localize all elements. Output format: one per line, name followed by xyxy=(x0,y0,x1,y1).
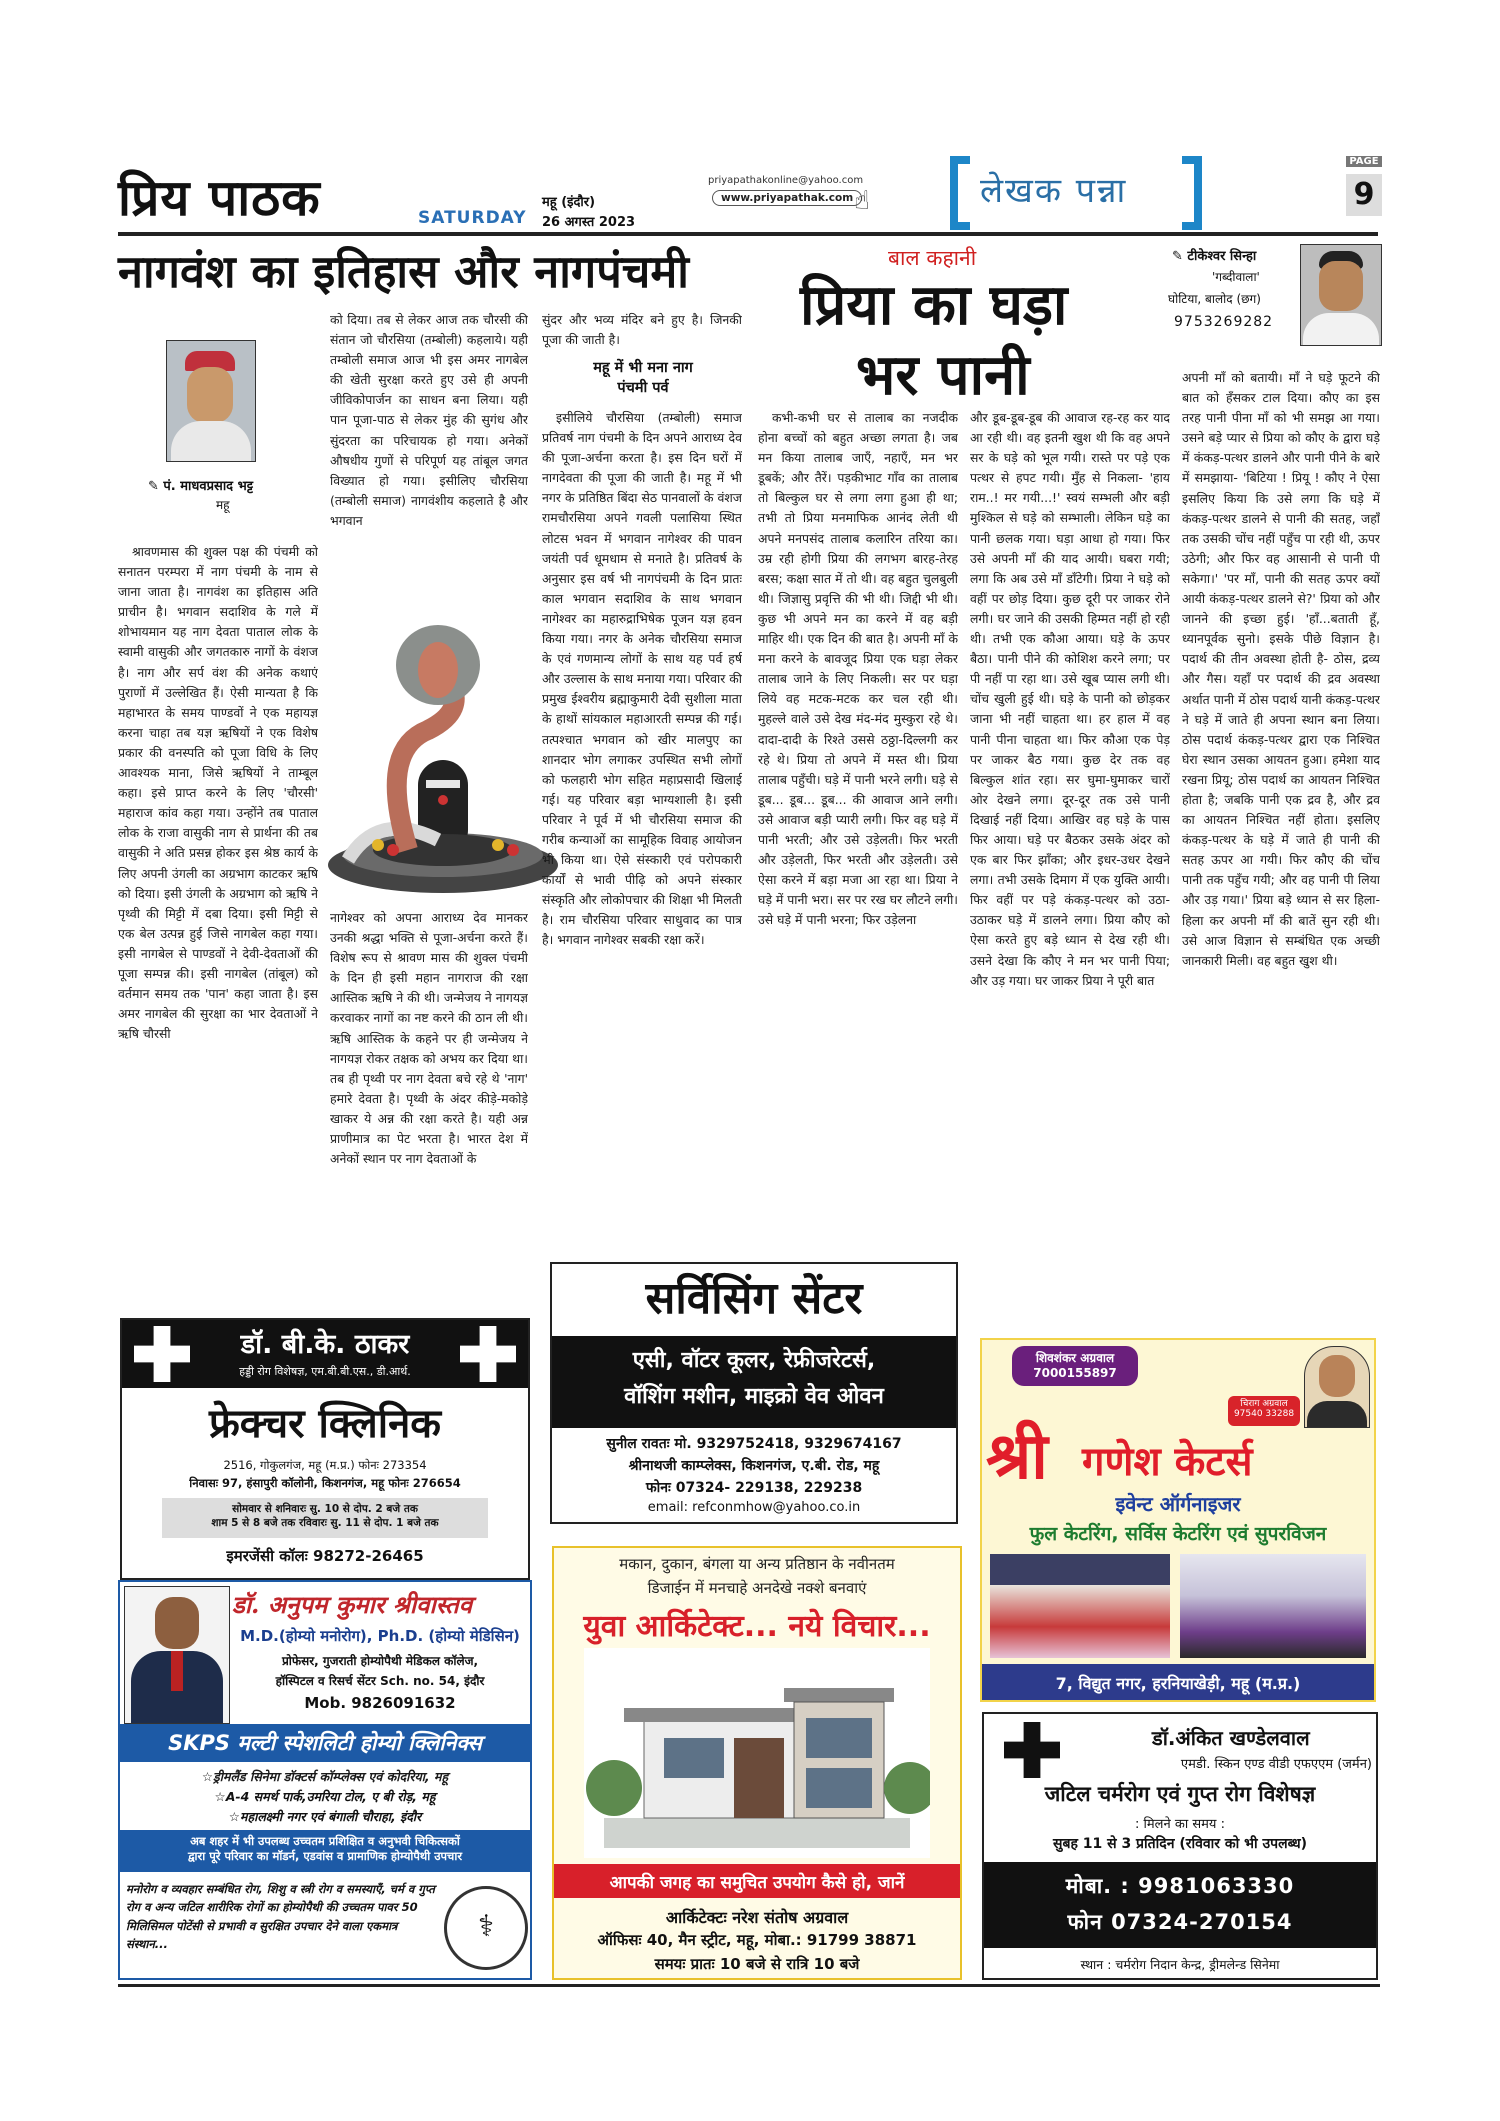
anupam-name: डॉ. अनुपम कुमार श्रीवास्तव xyxy=(232,1590,473,1619)
khandelwal-speciality: जटिल चर्मरोग एवं गुप्त रोग विशेषज्ञ xyxy=(1044,1782,1316,1806)
article1-column-2b xyxy=(330,908,528,1306)
pointer-hand-icon: ☝ xyxy=(854,186,870,216)
architect-line-1: मकान, दुकान, बंगला या अन्य प्रतिष्ठान के नवीनतम xyxy=(619,1555,895,1573)
story-col1-text: कभी-कभी घर से तालाब का नजदीक होना बच्चों को बहुत अच्छा लगता है। जब मन किया तालाब जाएँ, नहाएँ, मन भर डूबकें; और तैरें। पड़कीभाट गाँव का तालाब तो बिल्कुल घर से लगा लगा हुआ ही था; तभी तो प्रिया मनमाफिक आनंद लेती थी अपने मनपसंद तालाब कलारिन तरिया का। उम्र रही होगी प्रिया की लगभग बारह-तेरह बरस; कक्षा सात में तो थी। वह बहुत चुलबुली थी। जिज्ञासु प्रवृत्ति की भी थी। जिद्दी भी थी। कुछ भी अपने मन का करने में वह बड़ी माहिर थी। एक दिन की बात है। अपनी माँ के मना करने के बावजूद प्रिया एक घड़ा लेकर तालाब जाने के लिए निकली। सर पर घड़ा लिये वह मटक-मटक कर चल रही थी। मुहल्ले वाले उसे देख मंद-मंद मुस्कुरा रहे थे। दादा-दादी के रिश्ते उससे ठठ्ठा-दिल्लगी कर रहे थे। प्रिया तो अपने में मस्त थी। प्रिया तालाब पहुँची। घड़े में पानी भरने लगी। घड़े से डूब... डूब... डूब... की आवाज आने लगी। उसे आवाज बड़ी प्यारी लगी। फिर वह घड़े में पानी भरती; और उसे उड़ेलती। फिर भरती और उड़ेलती, फिर भरती और उड़ेलती। उसे ऐसा करने में बड़ा मजा आ रहा था। प्रिया ने घड़े में पानी भरा। सर पर रख घर लौटने लगी। उसे घड़े में पानी भरना; फिर उड़ेलना xyxy=(758,410,958,928)
section-bracket-left-icon xyxy=(950,156,970,230)
thakar-timing-box xyxy=(162,1498,488,1538)
author2-name xyxy=(1172,246,1256,264)
khandelwal-timing-head: : मिलने का समय : xyxy=(1135,1817,1225,1832)
skps-branch-3: ☆महालक्ष्मी नगर एवं बंगाली चौराहा, इंदौर xyxy=(228,1809,422,1824)
khandelwal-contact-band xyxy=(984,1862,1376,1948)
architect-office: ऑफिसः 40, मैन स्ट्रीट, महू, मोबा.: 91799 38871 xyxy=(597,1931,917,1949)
author1-name-text: पं. माधवप्रसाद भट्ट xyxy=(163,479,254,494)
author2-place: घोटिया, बालोद (छग) xyxy=(1168,292,1261,306)
ganesh-partner-photo xyxy=(1304,1346,1370,1428)
day-label: SATURDAY xyxy=(418,208,527,228)
story-headline-line1: प्रिया का घड़ा xyxy=(800,272,1068,338)
bottom-rule xyxy=(118,1984,1380,1987)
ad-architect xyxy=(552,1546,962,1980)
article1-col2b-text: नागेश्वर को अपना आराध्य देव मानकर उनकी श्रद्धा भक्ति से पूजा-अर्चना करते हैं। विशेष रूप से श्रावण मास की शुक्ल पंचमी के दिन ही इसी महान नागराज की रक्षा आस्तिक ऋषि ने की थी। जन्मेजय ने नागयज्ञ करवाकर नागों का नष्ट करने की ठान ली थी। ऋषि आस्तिक के कहने पर ही जन्मेजय ने नागयज्ञ रोकर तक्षक को अभय कर दिया था। तब ही पृथ्वी पर नाग देवता बचे रहे थे 'नाग' हमारे देवता है। पृथ्वी के अंदर कीड़े-मकोड़े खाकर ये अन्न की रक्षा करते है। यही अन्न प्राणीमात्र का पेट भरता है। भारत देश में अनेकों स्थान पर नाग देवताओं के xyxy=(330,910,528,1167)
article1-col3-text: इसीलिये चौरसिया (तम्बोली) समाज प्रतिवर्ष नाग पंचमी के दिन अपने आराध्य देव की पूजा-अर्चना करता है। इस दिन घरों में नागदेवता की पूजा की जाती है। महू में भी नगर के प्रतिष्ठित बिंदा सेठ पानवालों के वंशज रामचौरसिया अपने गवली पलासिया स्थित लोटस भवन में भगवान नागेश्वर की पावन जयंती पर्व धूमधाम से मनाते है। प्रतिवर्ष के अनुसार इस वर्ष भी नागपंचमी के दिन प्रातः काल भगवान सदाशिव के साथ भगवान नागेश्वर का महारुद्राभिषेक पूजन यज्ञ हवन किया गया। नगर के अनेक चौरसिया समाज के एवं गणमान्य लोगों के साथ यह पर्व हर्ष और उल्लास के साथ मनाया गया। परिवार की प्रमुख ईश्वरीय ब्रह्माकुमारी देवी सुशीला माता के हाथों सांयकाल महाआरती सम्पन्न की गई। तत्पश्चात भगवान को खीर मालपुए का शानदार भोग लगाकर उपस्थित सभी लोगों को फलहारी भोग सहित महाप्रसादी खिलाई गई। यह परिवार बड़ा भाग्यशाली है। इसी परिवार ने पूर्व में भी चौरसिया समाज की गरीब कन्याओं का सामूहिक विवाह आयोजन भी किया था। ऐसे संस्कारी एवं परोपकारी कार्यों से भावी पीढ़ि को अपने संस्कार संस्कृति और लोकोपचार की शिक्षा भी मिलती है। राम चौरसिया परिवार साधुवाद का पात्र है। भगवान नागेश्वर सबकी रक्षा करें। xyxy=(542,410,742,948)
service-address: श्रीनाथजी काम्प्लेक्स, किशनगंज, ए.बी. रोड, महू xyxy=(628,1458,880,1474)
logo-text: प्रिय पाठक xyxy=(118,168,321,227)
story-col2-text: और डूब-डूब-डूब की आवाज रह-रह कर याद आ रही थी। वह इतनी खुश थी कि वह अपने सर के घड़े को भूल गयी। रास्ते पर पड़े एक पत्थर से हपट गयी। मुँह से निकला- 'हाय राम..! मर गयी...!' स्वयं सम्भली और बड़ी मुश्किल से घड़े को सम्भाली। लेकिन घड़े का पानी छलक गया। घड़ा आधा हो गया। फिर उसे अपनी माँ की याद आयी। घबरा गयी; लगा कि अब उसे माँ डाँटेगी। प्रिया ने घड़े को वहीं पर छोड़ दिया। कुछ दूरी पर जाकर रोने लगी। घर जाने की उसकी हिम्मत नहीं हो रही थी। तभी एक कौआ आया। घड़े के ऊपर बैठा। पानी पीने की कोशिश करने लगा; पर पी नहीं पा रहा था। उसे खूब प्यास लगी थी। चोंच खुली हुई थी। घड़े के पानी को छोड़कर जाना भी नहीं चाहता था। हर हाल में वह पानी पीना चाहता था। फिर कौआ एक पेड़ पर जाकर बैठ गया। कुछ देर तक वह बिल्कुल शांत रहा। सर घुमा-घुमाकर चारों ओर देखने लगा। दूर-दूर तक उसे पानी दिखाई नहीं दिया। आखिर वह घड़े के पास फिर आया। घड़े पर बैठकर उसके अंदर को एक बार फिर झाँका; और इधर-उधर देखने लगा। तभी उसके दिमाग में एक युक्ति आयी। फिर वहीं पर पड़े कंकड़-पत्थर को उठा-उठाकर घड़े में डालने लगा। प्रिया कौए को ऐसा करते हुए बड़े ध्यान से देख रही थी। उसने देखा कि कौए ने मन भर पानी पिया; और उड़ गया। घर जाकर प्रिया ने पूरी बात xyxy=(970,410,1170,988)
anupam-mobile: Mob. 9826091632 xyxy=(304,1694,456,1712)
architect-name: आर्किटेक्टः नरेश संतोष अग्रवाल xyxy=(665,1908,849,1927)
article1-col3-top-text: सुंदर और भव्य मंदिर बने हुए है। जिनकी पूजा की जाती है। xyxy=(542,312,742,348)
service-contact: सुनील रावतः मो. 9329752418, 9329674167 xyxy=(606,1436,902,1452)
pen-icon: ✎ xyxy=(148,479,164,494)
skps-note-2: द्वारा पूरे परिवार का मॉडर्न, एडवांस व प्रामाणिक होम्योपैथी उपचार xyxy=(187,1849,463,1863)
story-kicker: बाल कहानी xyxy=(888,246,977,270)
ad-fracture-clinic xyxy=(120,1318,530,1580)
architect-line-2: डिजाईन में मनचाहे अनदेखे नक्शे बनवाएं xyxy=(647,1579,867,1597)
anupam-photo xyxy=(124,1586,230,1724)
medical-cross-icon xyxy=(460,1326,516,1382)
ganesh-owner-phone: 7000155897 xyxy=(1033,1366,1117,1380)
skps-note-band xyxy=(120,1830,530,1872)
dateline-city: महू (इंदौर) xyxy=(542,195,596,210)
article1-col1-text: श्रावणमास की शुक्ल पक्ष की पंचमी को सनातन परम्परा में नाग पंचमी के नाम से जाना जाता है। नागवंश का इतिहास अति प्राचीन है। भगवान सदाशिव के गले में शोभायमान यह नाग देवता पाताल लोक के स्वामी वासुकी और जगतकारु नागों के वंशज है। नाग और सर्प वंश की अनेक कथाएं पुराणों में उल्लेखित हैं। ऐसी मान्यता है कि महाभारत के समय पाण्डवों ने एक महायज्ञ करना चाहा तब यज्ञ ऋषियों ने एक विशेष प्रकार की वनस्पति को पूजा विधि के लिए आवश्यक माना, जिसे ऋषियों ने ताम्बूल कहा। इसे प्राप्त करने के लिए 'चौरसी' महाराज कांव कहा गया। उन्होंने तब पाताल लोक के राजा वासुकी नाग से प्रार्थना की तब वासुकी ने अति प्रसन्न होकर इस श्रेष्ठ कार्य के लिए अपनी उंगली का अग्रभाग काटकर ऋषि को दिया। इसी उंगली के अग्रभाग को ऋषि ने पृथ्वी की मिट्टी में दबा दिया। इसी मिट्टी से एक बेल उत्पन्न हुई जिसे नागबेल कहा गया। इसी नागबेल से पाण्डवों ने देवी-देवताओं की पूजा सम्पन्न की। इसी नागबेल (तांबूल) को वर्तमान समय तक 'पान' कहा जाता है। इस अमर नागबेल की सुरक्षा का भार देवताओं ने ऋषि चौरसी xyxy=(118,544,318,1042)
architect-banner-text: आपकी जगह का समुचित उपयोग कैसे हो, जानें xyxy=(609,1873,905,1893)
author2-phone: 9753269282 xyxy=(1174,314,1274,330)
medical-cross-icon xyxy=(1004,1722,1060,1778)
thakar-timing-2: शाम 5 से 8 बजे तक रविवारः सु. 11 से दोप. 1 बजे तक xyxy=(211,1517,439,1529)
masthead xyxy=(118,156,1398,230)
thakar-name: डॉ. बी.के. ठाकर xyxy=(240,1329,410,1360)
article1-subhead: महू में भी मना नाग पंचमी पर्व xyxy=(593,360,693,397)
skps-description: मनोरोग व व्यवहार सम्बंधित रोग, शिशु व स्त्री रोग व समस्याएँ, चर्म व गुप्त रोग व अन्य जटिल शारीरिक रोगों का होम्योपैथी की उच्चतम पावर 50 मिलिसिमल पोटेंसी से प्रभावी व सुरक्षित उपचार देने वाला एकमात्र संस्थान... xyxy=(126,1882,435,1952)
story-column-2 xyxy=(970,408,1170,1306)
ganesh-photo-1 xyxy=(990,1554,1170,1658)
author2-alias: 'गब्दीवाला' xyxy=(1212,270,1260,284)
thakar-clinic-name: फ्रेक्चर क्लिनिक xyxy=(208,1400,442,1447)
ad-skps-homeo xyxy=(118,1580,532,1980)
ganesh-address: 7, विद्युत नगर, हरनियाखेड़ी, महू (म.प्र.) xyxy=(1055,1674,1301,1693)
anupam-degree: M.D.(होम्यो मनोरोग), Ph.D. (होम्यो मेडिसिन) xyxy=(240,1627,520,1645)
thakar-degree: हड्डी रोग विशेषज्ञ, एम.बी.बी.एस., डी.आर्थ. xyxy=(239,1365,411,1378)
service-title: सर्विसिंग सेंटर xyxy=(645,1273,863,1324)
skps-band xyxy=(120,1724,530,1762)
khandelwal-phone: फोन 07324-270154 xyxy=(1067,1910,1293,1934)
article1-column-3-top xyxy=(542,310,742,355)
architect-title: युवा आर्किटेक्ट... नये विचार... xyxy=(583,1609,931,1644)
ganesh-partner-phone: 97540 33288 xyxy=(1233,1409,1295,1419)
thakar-timing-1: सोमवार से शनिवारः सु. 10 से दोप. 2 बजे तक xyxy=(232,1503,418,1515)
thakar-address: 2516, गोकुलगंज, महू (म.प्र.) फोनः 273354 xyxy=(223,1458,427,1472)
section-title: लेखक पन्ना xyxy=(980,171,1128,211)
article1-headline: नागवंश का इतिहास और नागपंचमी xyxy=(118,245,689,298)
story-headline-line2: भर पानी xyxy=(856,342,1030,408)
service-band xyxy=(552,1336,956,1428)
anupam-post-2: हॉस्पिटल व रिसर्च सेंटर Sch. no. 54, इंदौर xyxy=(275,1674,485,1688)
author1-photo xyxy=(166,340,256,462)
section-bracket-right-icon xyxy=(1182,156,1202,230)
skps-branch-2: ☆A-4 समर्थ पार्क,उमरिया टोल, ए बी रोड़, महू xyxy=(214,1789,436,1804)
author1-place: महू xyxy=(216,498,230,512)
khandelwal-degree: एमडी. स्किन एण्ड वीडी एफएएम (जर्मन) xyxy=(1180,1757,1372,1772)
story-column-1 xyxy=(758,408,958,1306)
dateline-date: 26 अगस्त 2023 xyxy=(542,215,636,230)
ganesh-owner-name: शिवशंकर अग्रवाल xyxy=(1035,1351,1115,1365)
ganesh-photo-2 xyxy=(1180,1554,1366,1658)
holistic-homoeopathy-seal xyxy=(444,1886,528,1970)
author2-photo xyxy=(1300,244,1382,346)
seal-caduceus-icon: ⚕ xyxy=(477,1909,495,1944)
khandelwal-timing: सुबह 11 से 3 प्रतिदिन (रविवार को भी उपलब्ध) xyxy=(1052,1836,1307,1852)
author2-name-text: टीकेश्वर सिन्हा xyxy=(1187,249,1257,264)
khandelwal-name: डॉ.अंकित खण्डेलवाल xyxy=(1152,1726,1310,1750)
article1-column-1 xyxy=(118,542,318,1307)
contact-email[interactable]: priyapathakonline@yahoo.com xyxy=(708,175,864,186)
article1-column-3 xyxy=(542,408,742,1306)
ganesh-partner-name: चिराग अग्रवाल xyxy=(1240,1399,1288,1409)
pen-icon: ✎ xyxy=(1172,249,1188,264)
thakar-residence: निवासः 97, हंसापुरी कॉलोनी, किशनगंज, महू फोनः 276654 xyxy=(189,1476,461,1490)
architect-house-image xyxy=(584,1648,930,1858)
ganesh-address-band xyxy=(982,1664,1374,1700)
khandelwal-place: स्थान : चर्मरोग निदान केन्द्र, ड्रीमलेन्ड सिनेमा xyxy=(1080,1957,1280,1972)
khandelwal-mobile: मोबा. : 9981063330 xyxy=(1065,1874,1295,1898)
author1-name xyxy=(148,476,253,494)
anupam-post-1: प्रोफेसर, गुजराती होम्योपैथी मेडिकल कॉलेज, xyxy=(281,1654,479,1668)
ad-skin-clinic xyxy=(982,1712,1378,1980)
ganesh-owner-badge xyxy=(1012,1346,1138,1386)
thakar-header-band xyxy=(122,1320,528,1388)
ganesh-tagline: इवेन्ट ऑर्गनाइजर xyxy=(1115,1492,1241,1516)
ganesh-logo-mark: श्री xyxy=(986,1419,1048,1494)
article1-col2a-text: को दिया। तब से लेकर आज तक चौरसी की संतान जो चौरसिया (तम्बोली) कहलाये। यही तम्बोली समाज आज भी इस अमर नागबेल की खेती सुरक्षा करते हुए उसे ही अपनी जीविकोपार्जन का साधन बना लिया। यही पान पूजा-पाठ से लेकर मुंह की सुगंध और सुंदरता का परिचायक हो गया। अनेकों औषधीय गुणों से परिपूर्ण यह तांबूल जगत विख्यात हो गया। इसीलिए चौरसिया (तम्बोली समाज) नागवंशीय कहलाते है और भगवान xyxy=(330,312,528,528)
ad-servicing-center xyxy=(550,1262,958,1524)
article1-column-2a xyxy=(330,310,528,610)
skps-branch-1: ☆ड्रीमलैंड सिनेमा डॉक्टर्स कॉम्प्लेक्स एवं कोदरिया, महू xyxy=(201,1769,449,1784)
page-label: PAGE xyxy=(1346,156,1382,167)
architect-timing: समयः प्रातः 10 बजे से रात्रि 10 बजे xyxy=(654,1955,860,1973)
ganesh-partner-badge xyxy=(1228,1396,1300,1426)
masthead-rule xyxy=(118,232,1378,236)
skps-clinic-name: SKPS मल्टी स्पेशलिटी होम्यो क्लिनिक्स xyxy=(168,1731,482,1755)
service-phone: फोनः 07324- 229138, 229238 xyxy=(645,1480,863,1496)
architect-banner xyxy=(554,1864,960,1898)
service-email[interactable]: email: refconmhow@yahoo.co.in xyxy=(647,1500,861,1515)
skps-note-1: अब शहर में भी उपलब्ध उच्चतम प्रशिक्षित व अनुभवी चिकित्सकों xyxy=(190,1834,460,1848)
service-items-2: वॉशिंग मशीन, माइक्रो वेव ओवन xyxy=(624,1384,884,1409)
nag-shivling-illustration xyxy=(318,610,568,900)
ad-ganesh-caters xyxy=(980,1338,1376,1702)
page-number: 9 xyxy=(1346,174,1382,216)
medical-cross-icon xyxy=(134,1326,190,1382)
contact-website[interactable]: www.priyapathak.com xyxy=(712,190,862,206)
ganesh-services: फुल केटरिंग, सर्विस केटरिंग एवं सुपरविजन xyxy=(1029,1523,1327,1545)
story-col3-text: अपनी माँ को बतायी। माँ ने घड़े फूटने की बात को हँसकर टाल दिया। कौए का इस तरह पानी पीना माँ को भी समझ आ गया। उसने बड़े प्यार से प्रिया को कौए के द्वारा घड़े में कंकड़-पत्थर डालने और पानी पीने के बारे में समझाया- 'बिटिया ! प्रियू ! कौए ने ऐसा इसलिए किया कि उसे लगा कि घड़े में कंकड़-पत्थर डालने से पानी की सतह, जहाँ तक उसकी चोंच नहीं पहुँच पा रही थी, ऊपर उठेगी; और फिर वह आसानी से पानी पी सकेगा।' 'पर माँ, पानी की सतह ऊपर क्यों आयी कंकड़-पत्थर डालने से?' प्रिया को और जानने की इच्छा हुई। 'हाँ...बताती हूँ, ध्यानपूर्वक सुनो। इसके पीछे विज्ञान है। पदार्थ की तीन अवस्था होती है- ठोस, द्रव्य और गैस। यहाँ पर पदार्थ की द्रव अवस्था अर्थात पानी में ठोस पदार्थ यानी कंकड़-पत्थर ने घड़े में जाते ही अपना स्थान बना लिया। ठोस पदार्थ कंकड़-पत्थर द्वारा एक निश्चित घेरा स्थान उसका आयतन हुआ। हमेशा याद रखना प्रियू; ठोस पदार्थ का आयतन निश्चित होता है; जबकि पानी एक द्रव है, और द्रव का आयतन निश्चित नहीं होता। इसलिए कंकड़-पत्थर के घड़े में जाते ही पानी की सतह ऊपर आ गयी। फिर कौए की चोंच पानी तक पहुँच गयी; और वह पानी पी लिया और उड़ गया।' प्रिया बड़े ध्यान से सर हिला-हिला कर अपनी माँ की बातें सुन रही थी। उसे आज विज्ञान से सम्बंधित एक अच्छी जानकारी मिली। वह बहुत खुश थी। xyxy=(1182,370,1380,968)
thakar-emergency: इमरजेंसी कॉलः 98272-26465 xyxy=(226,1547,424,1565)
story-column-3 xyxy=(1182,368,1380,1306)
ganesh-name: गणेश केटर्स xyxy=(1082,1438,1253,1485)
service-items-1: एसी, वॉटर कूलर, रेफ्रीजरेटर्स, xyxy=(632,1348,876,1373)
